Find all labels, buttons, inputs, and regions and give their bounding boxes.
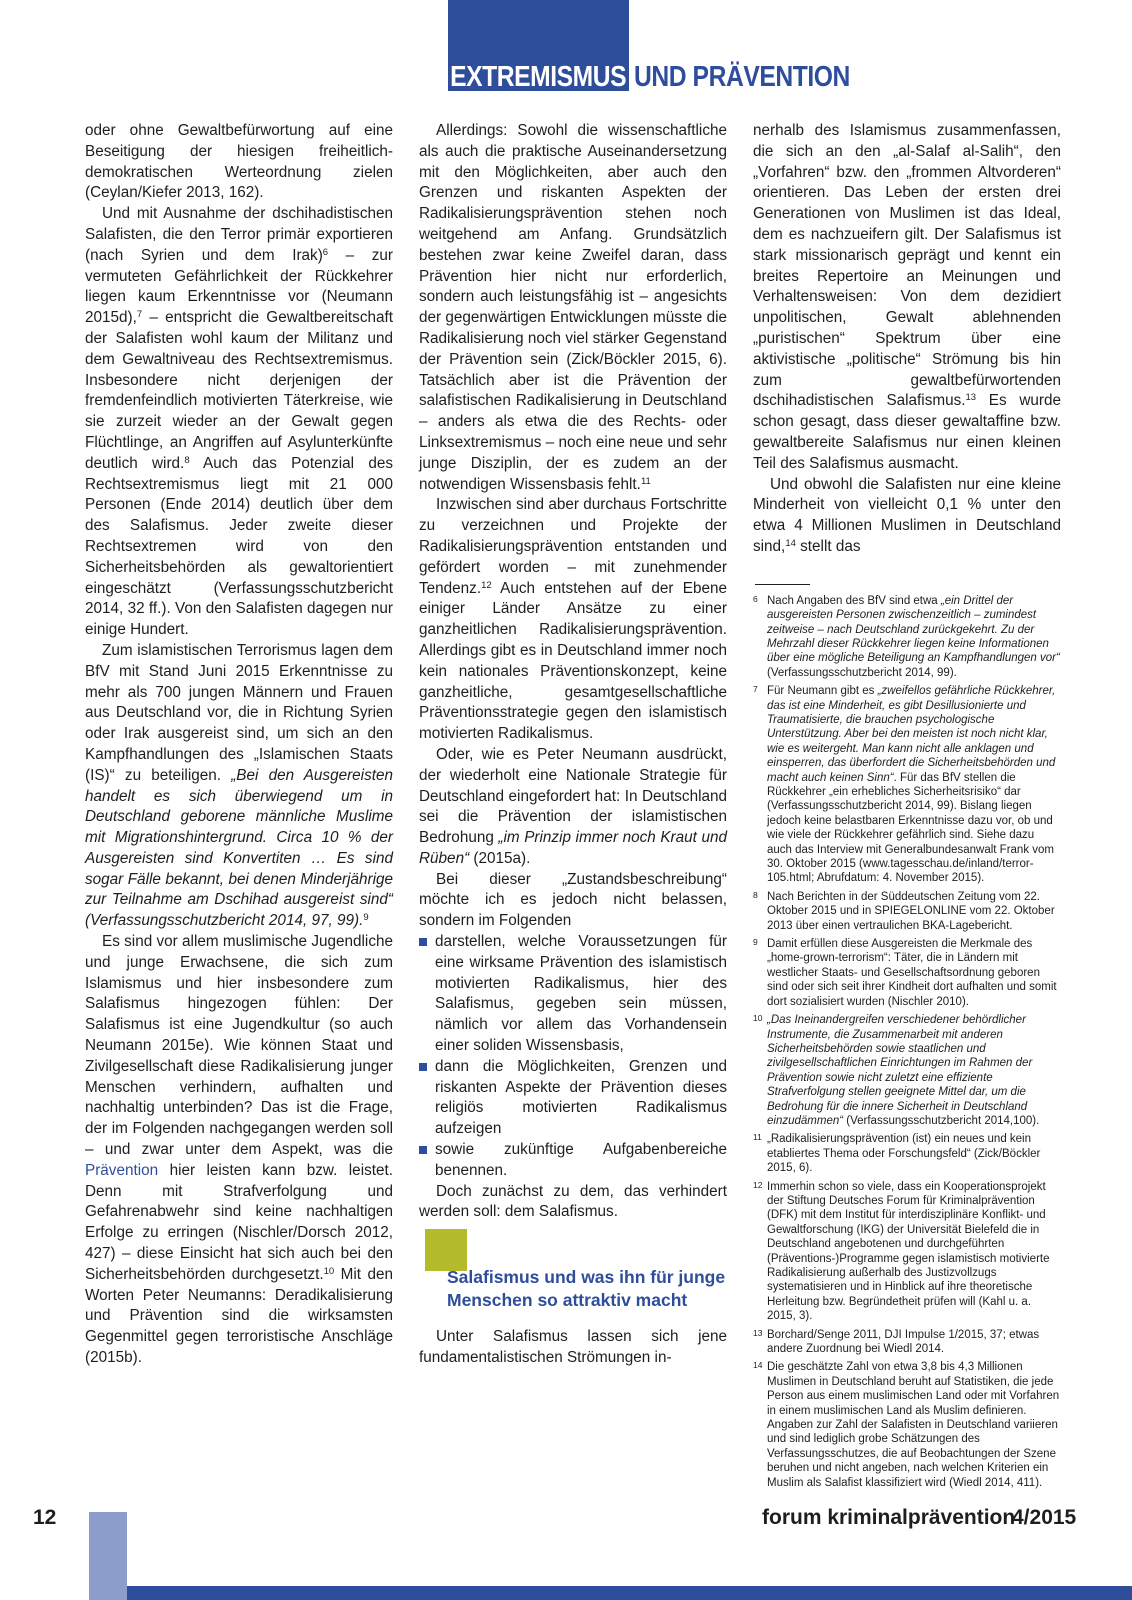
- text-segment: Allerdings: Sowohl die wissenschaftliche als auch die praktische Auseinandersetzung mit den Möglichkeiten, aber auch den Grenzen und riskanten Aspekten der Radikalisierungsprävention stehen noch weitgehend am Anfang. Grundsätzlich bestehen zwar keine Zweifel daran, dass Prävention hier nicht nur erforderlich, sondern auch leistungsfähig ist – angesichts der gegenwärtigen Entwicklungen müsste die Radikalisierung noch viel stärker Gegenstand der Prävention sein (Zick/Böckler 2015, 6). Tatsächlich aber ist die Prävention der salafistischen Radikalisierung in Deutschland – anders als etwa die des Rechts- oder Linksextremismus – noch eine neue und sehr junge Disziplin, der es zudem an der notwendigen Wissensbasis fehlt.: [419, 122, 727, 493]
- column-1: [85, 121, 393, 1369]
- bullet-square-icon: [419, 1063, 427, 1071]
- paragraph: [753, 121, 1061, 475]
- text-segment: . Für das BfV stellen die Rückkehrer „ein erhebliches Sicherheitsrisiko“ dar (Verfassungsschutzbericht 2014, 99). Bislang liegen jedoch keine belastbaren Erkenntnisse dazu vor, ob und wie viele der Rückkehrer gefährlich sind. Siehe dazu auch das Interview mit Generalbundesanwalt Frank vom 30. Oktober 2015 (www.tagesschau.de/inland/terror-105.html; Abrufdatum: 4. November 2015).: [767, 771, 1055, 885]
- text-segment: Für Neumann gibt es: [767, 685, 878, 698]
- text-segment: Bei dieser „Zustandsbeschreibung“ möchte ich es jedoch nicht belassen, sondern im Folgenden: [419, 870, 727, 930]
- text-segment: Mit den Worten Peter Neumanns: Deradikalisierung und Prävention sind die wirksamsten Gegenmittel gegen terroristische Anschläge (2015b).: [85, 1265, 393, 1367]
- journal-name: forum kriminalprävention: [762, 1506, 1016, 1529]
- page-title-rest: UND PRÄVENTION: [634, 61, 850, 93]
- footnote-item: [753, 1360, 1061, 1490]
- column-2: [419, 121, 727, 1369]
- paragraph: [419, 121, 727, 495]
- column-3: [753, 121, 1061, 1494]
- footnote-reference: 13: [965, 392, 977, 404]
- text-segment: Auch das Potenzial des Rechtsextremismus liegt mit 21 000 Personen (Ende 2014) deutlich über dem des Salafismus. Jeder zweite dieser Rechtsextremen wird von den Sicherheitsbehörden als gewaltorientiert eingeschätzt (Verfassungsschutzbericht 2014, 32 ff.). Von den Salafisten dagegen nur einige Hundert.: [85, 454, 393, 639]
- footnote-number: 11: [753, 1132, 762, 1143]
- text-segment: Und mit Ausnahme der dschihadistischen Salafisten, die den Terror primär exportieren (nach Syrien und dem Irak): [85, 205, 393, 264]
- footnote-number: 6: [753, 593, 758, 604]
- footnote-number: 14: [753, 1360, 763, 1371]
- paragraph: [85, 121, 393, 204]
- text-segment: „ein Drittel der ausgereisten Personen zwischenzeitlich – zumindest zeitweise – nach Deutschland zurückgekehrt. Zu der Mehrzahl dieser Rückkehrer liegen keine Informationen über eine mögliche Beteiligung an Kampfhandlungen vor“: [767, 594, 1060, 665]
- text-segment: darstellen, welche Voraussetzungen für eine wirksame Prävention des islamistisch motivierten Radikalismus, hier des Salafismus, gegeben sein müssen, nämlich vor allem das Vorhandensein einer soliden Wissensbasis,: [435, 933, 727, 1055]
- footer-strip: [127, 1586, 1132, 1600]
- paragraph: [753, 475, 1061, 558]
- footnote-divider: [755, 584, 810, 585]
- footnote-item: [753, 1013, 1061, 1128]
- paragraph: [85, 641, 393, 932]
- text-segment: hier leisten kann bzw. leistet. Denn mit Strafverfolgung und Gefahrenabwehr sind keine nachhaltigen Erfolge zu erringen (Nischler/Dorsch 2012, 427) – diese Einsicht hat sich auch bei den Sicherheitsbehörden durchgesetzt.: [85, 1161, 393, 1283]
- section-heading-wrap: [419, 1229, 727, 1311]
- text-segment: (Verfassungsschutzbericht 2014,100).: [843, 1114, 1040, 1127]
- bullet-item: [419, 1140, 727, 1182]
- text-segment: „im Prinzip immer noch Kraut und Rüben“: [419, 829, 727, 867]
- footnote-item: [753, 1132, 1061, 1175]
- bullet-item: [419, 932, 727, 1057]
- footnote-item: [753, 1180, 1061, 1324]
- paragraph: [85, 932, 393, 1369]
- text-segment: – entspricht die Gewaltbereitschaft der Salafisten wohl kaum der Militanz und dem Gewaltniveau des Rechtsextremismus. Insbesondere nicht derjenigen der fremdenfeindlich motivierten Täterkreise, wie sie zurzeit wieder an der Gewalt gegen Flüchtlinge, an Angriffen auf Asylunterkünfte deutlich wird.: [85, 309, 393, 472]
- paragraph: [419, 495, 727, 745]
- footnote-number: 13: [753, 1327, 763, 1338]
- text-segment: „Das Ineinandergreifen verschiedener behördlicher Instrumente, die Zusammenarbeit mit anderen Sicherheitsbehörden sowie staatlichen und zivilgesellschaftlichen Einrichtungen im Rahmen der Prävention sowie nicht zuletzt eine effiziente Strafverfolgung stellen geeignete Mittel dar, um die Bedrohung für die innere Sicherheit in Deutschland einzudämmen“: [767, 1014, 1033, 1127]
- text-segment: Inzwischen sind aber durchaus Fortschritte zu verzeichnen und Projekte der Radikalisierungsprävention entstanden und gefördert worden – mit zunehmender Tendenz.: [419, 496, 727, 597]
- text-segment: Es sind vor allem muslimische Jugendliche und junge Erwachsene, die sich zum Islamismus und hier insbesondere zum Salafismus hingezogen fühlen: Der Salafismus ist eine Jugendkultur (so auch Neumann 2015e). Wie können Staat und Zivilgesellschaft diese Radikalisierung junger Menschen verhindern, aufhalten und nachhaltig unterbinden? Das ist die Frage, der im Folgenden nachgegangen werden soll – und zwar unter dem Aspekt, was die: [85, 933, 393, 1159]
- text-segment: Nach Angaben des BfV sind etwa: [767, 594, 941, 607]
- green-accent-square: [425, 1229, 467, 1271]
- footnotes-list: [753, 594, 1061, 1490]
- text-segment: (Verfassungsschutzbericht 2014, 99).: [767, 666, 957, 679]
- paragraph: [419, 745, 727, 870]
- text-segment: Doch zunächst zu dem, das verhindert werden soll: dem Salafismus.: [419, 1182, 727, 1221]
- section-heading: Salafismus und was ihn für junge Menschen so attraktiv macht: [447, 1267, 726, 1310]
- paragraph: [419, 1182, 727, 1224]
- page-number: 12: [33, 1506, 57, 1529]
- text-segment: Auch entstehen auf der Ebene einiger Länder Ansätze zu einer ganzheitlichen Radikalisierungsprävention. Allerdings gibt es in Deutschland immer noch kein nationales Präventionskonzept, keine ganzheitliche, gesamtgesellschaftliche Präventionsstrategie gegen den islamistisch motivierten Radikalismus.: [419, 579, 727, 743]
- text-segment: Oder, wie es Peter Neumann ausdrückt, der wiederholt eine Nationale Strategie für Deutschland eingefordert hat: In Deutschland sei die Prävention der islamistischen Bedrohung: [419, 745, 727, 847]
- page-title-highlight: EXTREMISMUS: [449, 61, 626, 93]
- text-segment: „zweifellos gefährliche Rückkehrer, das ist eine Minderheit, es gibt Desillusionierte und Traumatisierte, die brauchen psychologische Unterstützung. Aber bei den meisten ist noch nicht klar, wie es weitergeht. Man kann nicht alle anklagen und einsperren, das überfordert die Sicherheitsbehörden und macht auch keinen Sinn“: [767, 685, 1056, 784]
- text-segment: Immerhin schon so viele, dass ein Kooperationsprojekt der Stiftung Deutsches Forum für Kriminalprävention (DFK) mit dem Institut für interdisziplinäre Konflikt- und Gewaltforschung (IKG) der Universität Bielefeld die in Deutschland angebotenen und durchgeführten (Präventions-)Programme gegen islamistisch motivierte Radikalisierung außerhalb des Justizvollzugs systematisieren und in Hinblick auf ihre theoretische Herleitung bzw. Begründetheit prüfen will (Kahl u. a. 2015, 3).: [767, 1180, 1050, 1323]
- footnote-number: 7: [753, 684, 758, 695]
- text-segment: oder ohne Gewaltbefürwortung auf eine Beseitigung der hiesigen freiheitlich-demokratischen Werteordnung zielen (Ceylan/Kiefer 2013, 162).: [85, 122, 393, 202]
- text-segment: „Bei den Ausgereisten handelt es sich überwiegend um in Deutschland geborene männliche Muslime mit Migrationshintergrund. Circa 10 % der Ausgereisten sind Konvertiten … Es sind sogar Fälle bekannt, bei denen Minderjährige zur Teilnahme am Dschihad ausgereist sind“ (Verfassungsschutzbericht 2014, 97, 99).: [85, 766, 393, 930]
- text-segment: Nach Berichten in der Süddeutschen Zeitung vom 22. Oktober 2015 und in SPIEGELONLINE vom 22. Oktober 2013 über einen vertraulichen BKA-Lagebericht.: [767, 890, 1055, 932]
- text-segment: „Radikalisierungsprävention (ist) ein neues und kein etabliertes Thema oder Forschungsfeld“ (Zick/Böckler 2015, 6).: [767, 1133, 1041, 1175]
- accent-text: Prävention: [85, 1161, 159, 1179]
- footnote-reference: 10: [323, 1265, 335, 1277]
- text-segment: (2015a).: [469, 849, 531, 867]
- footnote-reference: 11: [640, 475, 651, 487]
- footnote-item: [753, 1328, 1061, 1357]
- footnote-item: [753, 684, 1061, 886]
- footnote-reference: 9: [363, 912, 369, 924]
- bullet-square-icon: [419, 1146, 427, 1154]
- text-segment: nerhalb des Islamismus zusammenfassen, die sich an den „al-Salaf al-Salih“, den „Vorfahren“ bzw. den „frommen Altvorderen“ orientieren. Das Leben der ersten drei Generationen von Muslimen ist das Ideal, dem es nachzueifern gilt. Der Salafismus ist stark missionarisch geprägt und kennt ein breites Repertoire an Meinungen und Verhaltensweisen: Von dem dezidiert unpolitischen, Gewalt ablehnenden „puristischen“ Spektrum über eine aktivistische „politische“ Strömung bis hin zum gewaltbefürwortenden dschihadistischen Salafismus.: [753, 122, 1061, 410]
- footnote-number: 9: [753, 937, 758, 948]
- footnote-number: 8: [753, 889, 758, 900]
- paragraph: [419, 1327, 727, 1369]
- column-3-body: [753, 121, 1061, 558]
- issue-number: 4/2015: [1012, 1506, 1077, 1529]
- text-segment: – zur vermuteten Gefährlichkeit der Rückkehrer liegen kaum Erkenntnisse vor (Neumann 2015d),: [85, 246, 393, 327]
- text-segment: stellt das: [795, 537, 861, 555]
- bullet-item: [419, 1057, 727, 1140]
- text-segment: sowie zukünftige Aufgabenbereiche benennen.: [435, 1141, 727, 1179]
- lavender-bar: [89, 1512, 127, 1600]
- footnote-number: 10: [753, 1013, 763, 1024]
- text-segment: Die geschätzte Zahl von etwa 3,8 bis 4,3 Millionen Muslimen in Deutschland beruht auf Statistiken, die jede Person aus einem muslimischen Land oder mit Vorfahren in einem muslimischen Land als Muslim definieren. Angaben zur Zahl der Salafisten in Deutschland variieren und sind lediglich grobe Schätzungen des Verfassungsschutzes, die auf Beobachtungen der Szene beruhen und nicht angeben, nach welchen Kriterien ein Muslim als Salafist klassifiziert wird (Wiedl 2014, 411).: [767, 1361, 1060, 1489]
- footnote-reference: 7: [136, 309, 143, 321]
- text-segment: Es wurde schon gesagt, dass dieser gewaltaffine bzw. gewaltbereite Salafismus nur einen kleinen Teil des Salafismus ausmacht.: [753, 392, 1062, 472]
- footnote-reference: 14: [785, 537, 796, 549]
- text-segment: Borchard/Senge 2011, DJI Impulse 1/2015, 37; etwas andere Zuordnung bei Wiedl 2014.: [767, 1328, 1040, 1356]
- footnote-reference: 6: [322, 246, 329, 258]
- text-segment: Unter Salafismus lassen sich jene fundamentalistischen Strömungen in-: [419, 1328, 727, 1367]
- paragraph: [85, 204, 393, 641]
- bullet-square-icon: [419, 938, 427, 946]
- paragraph: [419, 870, 727, 932]
- text-segment: Und obwohl die Salafisten nur eine kleine Minderheit von vielleicht 0,1 % unter den etwa 4 Millionen Muslimen in Deutschland sind,: [753, 475, 1061, 555]
- footnote-number: 12: [753, 1179, 763, 1190]
- footnote-reference: 8: [184, 454, 190, 466]
- text-segment: Zum islamistischen Terrorismus lagen dem BfV mit Stand Juni 2015 Erkenntnisse zu mehr als 700 jungen Männern und Frauen aus Deutschland vor, die in Richtung Syrien oder Irak ausgereist sind, um sich an den Kampfhandlungen des „Islamischen Staats (IS)“ zu beteiligen.: [85, 641, 393, 784]
- footnote-item: [753, 594, 1061, 680]
- footnote-item: [753, 937, 1061, 1009]
- text-segment: Damit erfüllen diese Ausgereisten die Merkmale des „home-grown-terrorism“: Täter, die in Ländern mit westlicher Staats- und Gesellschaftsordnung geboren sind oder sich seit ihrer Kindheit dort aufhalten und somit dort sozialisiert wurden (Nischler 2010).: [767, 938, 1057, 1008]
- footnote-reference: 12: [481, 579, 492, 591]
- text-segment: dann die Möglichkeiten, Grenzen und riskanten Aspekte der Prävention dieses religiös motivierten Radikalismus aufzeigen: [435, 1057, 727, 1138]
- footnote-item: [753, 890, 1061, 933]
